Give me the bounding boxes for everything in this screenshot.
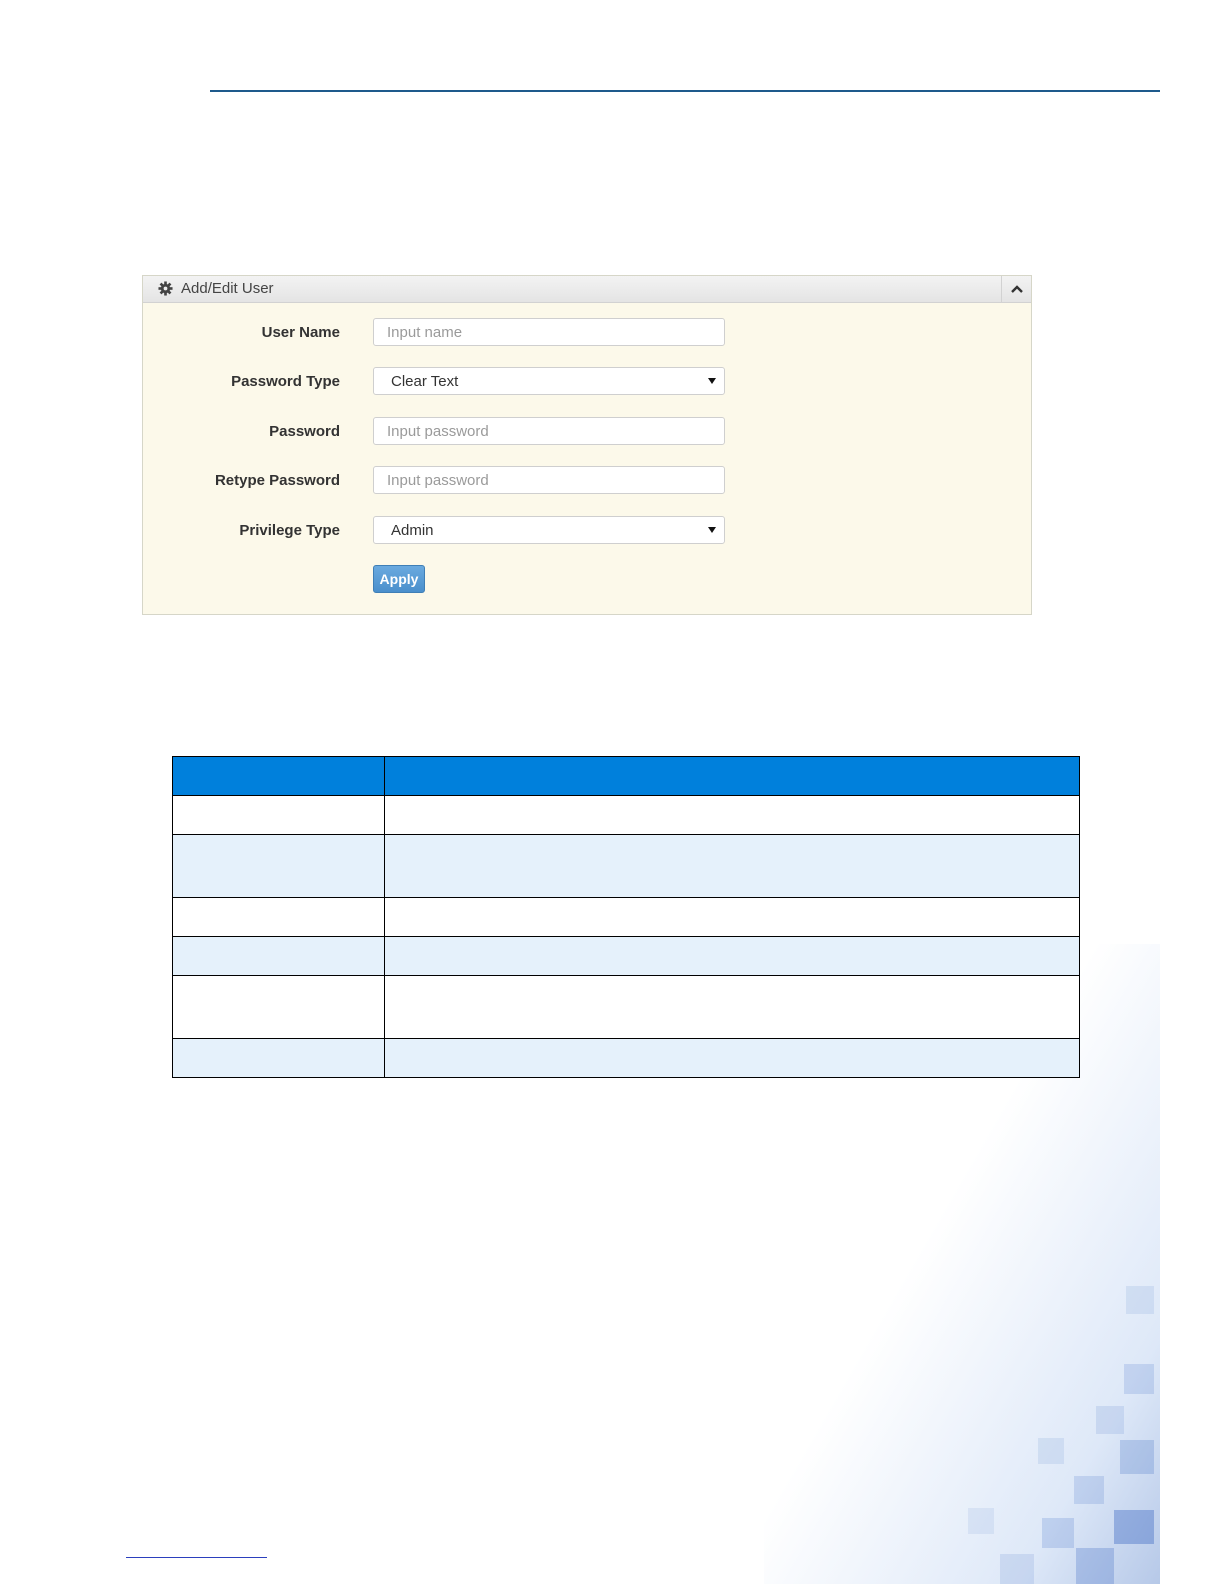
password-input[interactable] (373, 417, 725, 445)
retype-password-input[interactable] (373, 466, 725, 494)
privilege-type-label: Privilege Type (239, 522, 340, 539)
add-edit-user-panel (142, 275, 1032, 615)
password-row (143, 417, 1031, 447)
header-rule (210, 90, 1160, 92)
password-label: Password (269, 423, 340, 440)
privilege-type-value: Admin (391, 522, 434, 539)
caret-down-icon (708, 378, 716, 384)
table-header-row (173, 757, 1080, 796)
caret-down-icon (708, 527, 716, 533)
table-cell (385, 898, 1080, 937)
table-header-cell (385, 757, 1080, 796)
table-row (173, 937, 1080, 976)
table-cell (385, 796, 1080, 835)
description-table (172, 756, 1080, 1078)
table-cell (173, 1039, 385, 1078)
chevron-up-icon (1010, 283, 1024, 295)
table-cell (385, 976, 1080, 1039)
table-cell (173, 796, 385, 835)
table-row (173, 898, 1080, 937)
gear-icon (158, 281, 173, 296)
retype-password-label: Retype Password (214, 472, 340, 489)
user-name-input[interactable] (373, 318, 725, 346)
panel-title: Add/Edit User (181, 280, 274, 297)
panel-header (143, 276, 1031, 303)
table-cell (173, 937, 385, 976)
apply-button[interactable]: Apply (373, 565, 425, 593)
password-type-label: Password Type (231, 373, 340, 390)
table-row (173, 976, 1080, 1039)
password-type-select[interactable] (373, 367, 725, 395)
table-row (173, 796, 1080, 835)
privilege-type-row (143, 516, 1031, 546)
page-margin (1160, 0, 1224, 1584)
user-name-label: User Name (261, 324, 340, 341)
password-type-row (143, 367, 1031, 397)
table-cell (385, 937, 1080, 976)
table-cell (385, 835, 1080, 898)
password-type-value: Clear Text (391, 373, 459, 390)
table-cell (173, 976, 385, 1039)
footer-link-underline[interactable] (126, 1557, 267, 1558)
table-header-cell (173, 757, 385, 796)
table-cell (173, 835, 385, 898)
table-cell (385, 1039, 1080, 1078)
collapse-button[interactable] (1001, 276, 1031, 302)
privilege-type-select[interactable] (373, 516, 725, 544)
table-cell (173, 898, 385, 937)
user-name-row (143, 318, 1031, 348)
table-row (173, 1039, 1080, 1078)
retype-password-row (143, 466, 1031, 496)
table-row (173, 835, 1080, 898)
